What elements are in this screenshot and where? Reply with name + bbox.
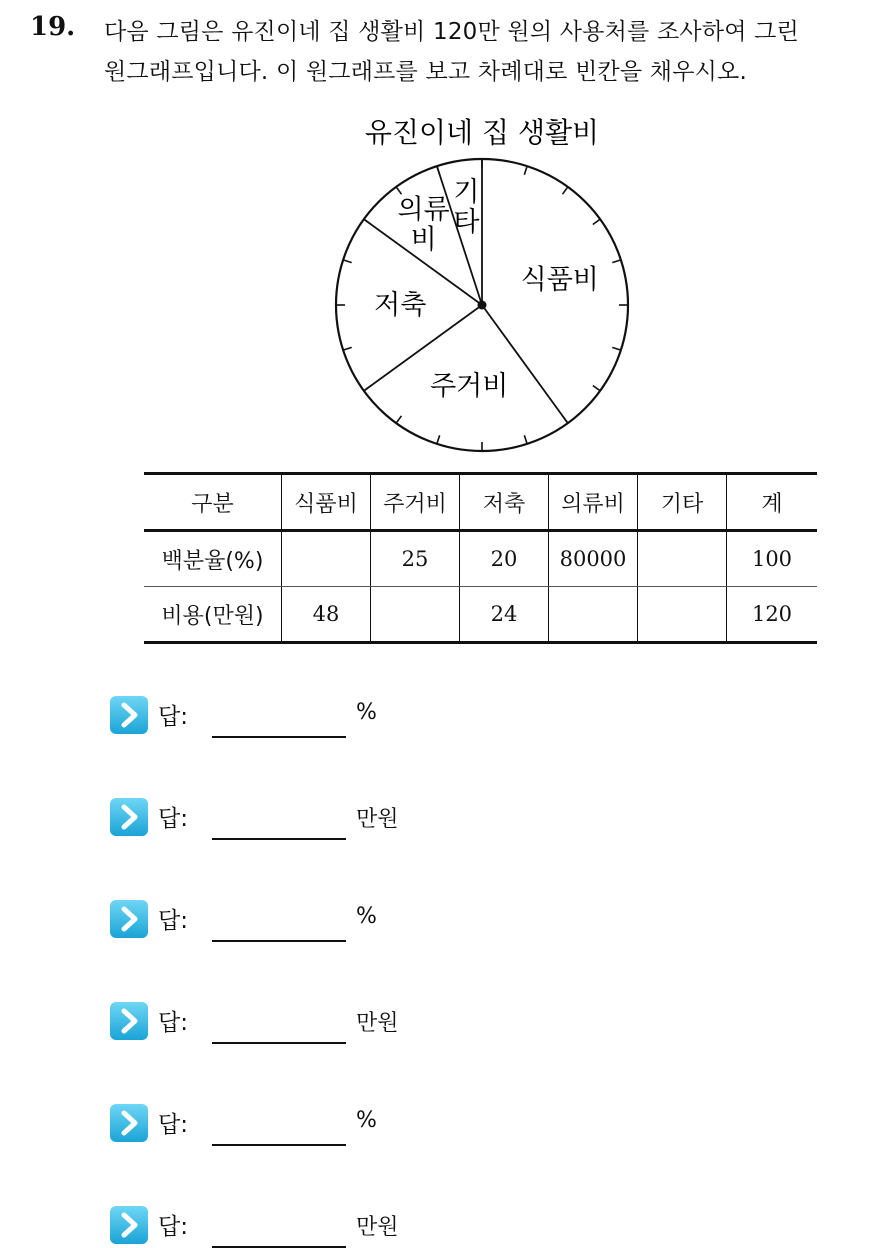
table-cell: 25 (371, 531, 460, 587)
answer-blank[interactable] (212, 838, 346, 840)
row-label: 비용(만원) (161, 603, 264, 629)
answer-label: 답: (158, 1112, 188, 1138)
answer-row-1 (110, 694, 510, 738)
table-cell: 80000 (549, 531, 638, 587)
question-text (104, 12, 874, 92)
chevron-right-icon (110, 696, 148, 734)
slice-label: 기 타 (453, 176, 480, 238)
table-cell (638, 587, 727, 643)
answer-label: 답: (158, 908, 188, 934)
answer-unit: % (356, 904, 377, 929)
header-cell: 저축 (460, 474, 549, 531)
header-cell: 계 (727, 474, 818, 531)
answer-blank[interactable] (212, 1042, 346, 1044)
answer-row-5 (110, 1102, 510, 1146)
slice-label: 식품비 (520, 264, 599, 296)
answer-unit: 만원 (356, 807, 399, 832)
answer-blank[interactable] (212, 736, 346, 738)
answer-label: 답: (158, 1214, 188, 1240)
table-cell (371, 587, 460, 643)
answer-label: 답: (158, 704, 188, 730)
table-cell: 100 (727, 531, 818, 587)
table-cell (638, 531, 727, 587)
row-label: 백분율(%) (144, 531, 282, 587)
table-cell: 120 (727, 587, 818, 643)
table-cell: 20 (460, 531, 549, 587)
header-cell: 의류비 (549, 474, 638, 531)
answer-unit: % (356, 1108, 377, 1133)
answer-unit: 만원 (356, 1215, 399, 1240)
header-cell: 기타 (638, 474, 727, 531)
answer-blank[interactable] (212, 940, 346, 942)
chevron-right-icon (110, 900, 148, 938)
pie-center-dot (478, 301, 487, 310)
answer-label: 답: (158, 806, 188, 832)
answer-unit: % (356, 700, 377, 725)
slice-label: 의류 비 (397, 194, 450, 256)
chevron-right-icon (110, 1206, 148, 1244)
question-number: 19. (30, 12, 76, 42)
question-line-1: 다음 그림은 유진이네 집 생활비 120만 원의 사용처를 조사하여 그린 (104, 19, 799, 45)
table-header-row (144, 474, 817, 531)
chevron-right-icon (110, 1002, 148, 1040)
answer-row-4 (110, 1000, 510, 1044)
answer-blank[interactable] (212, 1144, 346, 1146)
chevron-right-icon (110, 1104, 148, 1142)
table-row (144, 531, 817, 587)
table-row (144, 587, 817, 643)
answer-label: 답: (158, 1010, 188, 1036)
question-line-2: 원그래프입니다. 이 원그래프를 보고 차례대로 빈칸을 채우시오. (104, 59, 747, 85)
pie-chart (300, 108, 660, 458)
answer-row-6 (110, 1204, 510, 1248)
chart-title: 유진이네 집 생활비 (364, 116, 600, 149)
table-cell (549, 587, 638, 643)
chevron-right-icon (110, 798, 148, 836)
header-cell: 식품비 (282, 474, 371, 531)
slice-label: 저축 (374, 290, 427, 321)
table-cell: 24 (460, 587, 549, 643)
pie-chart-svg (300, 108, 660, 458)
answer-row-2 (110, 796, 510, 840)
header-cell: 주거비 (371, 474, 460, 531)
table-cell: 48 (282, 587, 371, 643)
table-cell (282, 531, 371, 587)
data-table (144, 472, 817, 644)
header-cell: 구분 (144, 474, 282, 531)
slice-label: 주거비 (430, 370, 509, 402)
answer-row-3 (110, 898, 510, 942)
answer-unit: 만원 (356, 1011, 399, 1036)
